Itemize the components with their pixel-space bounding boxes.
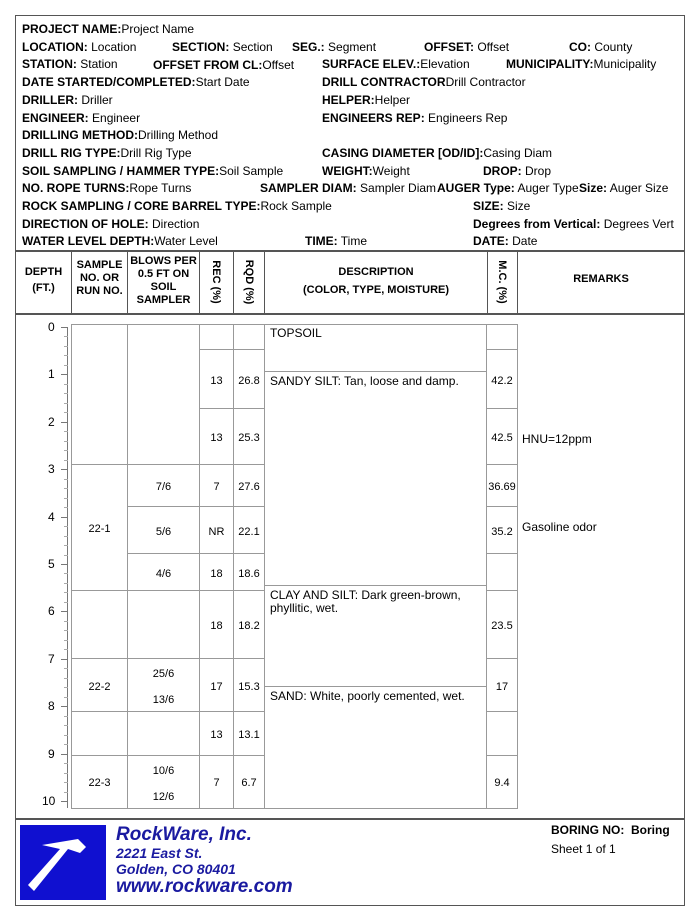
rec-value: 18 [210, 620, 223, 632]
depth-minor-tick [64, 450, 68, 451]
soil-sampling-field: SOIL SAMPLING / HAMMER TYPE:Soil Sample [22, 164, 284, 178]
company-logo [20, 825, 106, 900]
rec-value: 17 [210, 681, 223, 693]
rec-value: 7 [213, 481, 220, 493]
description-sandy-silt: SANDY SILT: Tan, loose and damp. [270, 374, 459, 388]
depth-minor-tick [64, 630, 68, 631]
sample-22-2: 22-2 [88, 681, 111, 693]
mc-value: 42.5 [491, 432, 513, 444]
sample-22-3: 22-3 [88, 777, 111, 789]
sample-22-1: 22-1 [88, 523, 111, 535]
description-clay-silt: CLAY AND SILT: Dark green-brown, phyllitic, wet. [270, 588, 461, 615]
rock-sampling-field: ROCK SAMPLING / CORE BARREL TYPE:Rock Sample [22, 199, 332, 213]
helper-field: HELPER:Helper [322, 93, 411, 107]
depth-minor-tick [64, 441, 68, 442]
company-name: RockWare, Inc. [116, 824, 252, 845]
casing-field: CASING DIAMETER [OD/ID]:Casing Diam [322, 146, 553, 160]
depth-minor-tick [64, 782, 68, 783]
drill-contractor-field: DRILL CONTRACTORDrill Contractor [322, 75, 526, 89]
blows-value: 13/6 [152, 694, 175, 706]
depth-minor-tick [64, 365, 68, 366]
depth-tick-label: 1 [48, 367, 55, 382]
depth-minor-tick [64, 346, 68, 347]
rqd-value: 13.1 [238, 729, 260, 741]
depth-minor-tick [64, 744, 68, 745]
depth-minor-tick [64, 668, 68, 669]
depth-minor-tick [64, 649, 68, 650]
depth-minor-tick [64, 545, 68, 546]
rqd-value: 6.7 [241, 777, 257, 789]
rqd-value: 25.3 [238, 432, 260, 444]
rec-value: 13 [210, 432, 223, 444]
date-field: DATE: Date [473, 234, 538, 248]
depth-major-tick [61, 374, 68, 375]
company-address-1: 2221 East St. [116, 845, 203, 861]
mc-value: 23.5 [491, 620, 513, 632]
depth-minor-tick [64, 355, 68, 356]
depth-minor-tick [64, 431, 68, 432]
depth-minor-tick [64, 412, 68, 413]
depth-minor-tick [64, 526, 68, 527]
depth-minor-tick [64, 678, 68, 679]
drilling-method-field: DRILLING METHOD:Drilling Method [22, 128, 219, 142]
log-body-frame [15, 314, 685, 819]
description-topsoil: TOPSOIL [270, 326, 322, 340]
location-field: LOCATION: Location [22, 40, 137, 54]
blows-value: 25/6 [152, 668, 175, 680]
remark-gasoline: Gasoline odor [522, 520, 597, 534]
depth-major-tick [61, 659, 68, 660]
rec-value: 13 [210, 729, 223, 741]
depth-tick-label: 10 [42, 794, 56, 808]
blows-value: 4/6 [155, 568, 172, 580]
depth-minor-tick [64, 697, 68, 698]
description-sand: SAND: White, poorly cemented, wet. [270, 689, 465, 703]
depth-major-tick [61, 422, 68, 423]
depth-minor-tick [64, 479, 68, 480]
depth-minor-tick [64, 498, 68, 499]
blows-value: 12/6 [152, 791, 175, 803]
engineers-rep-field: ENGINEERS REP: Engineers Rep [322, 111, 508, 125]
depth-tick-label: 7 [48, 651, 55, 666]
depth-minor-tick [64, 403, 68, 404]
depth-minor-tick [64, 602, 68, 603]
depth-major-tick [61, 611, 68, 612]
blows-column-header: BLOWS PER 0.5 FT ON SOIL SAMPLER [130, 255, 197, 306]
rqd-value: 18.2 [238, 620, 260, 632]
depth-minor-tick [64, 536, 68, 537]
blows-value: 5/6 [155, 526, 172, 538]
degrees-field: Degrees from Vertical: Degrees Vert [473, 217, 674, 231]
rqd-value: 18.6 [238, 568, 260, 580]
rec-value: 13 [210, 375, 223, 387]
station-field: STATION: Station [22, 57, 118, 71]
engineer-field: ENGINEER: Engineer [22, 111, 141, 125]
water-level-field: WATER LEVEL DEPTH:Water Level [22, 234, 218, 248]
depth-tick-label: 2 [48, 414, 55, 429]
driller-field: DRILLER: Driller [22, 93, 113, 107]
depth-tick-label: 9 [48, 746, 55, 761]
depth-tick-label: 3 [48, 462, 55, 477]
depth-minor-tick [64, 488, 68, 489]
surface-elev-field: SURFACE ELEV.:Elevation [322, 57, 470, 71]
depth-minor-tick [64, 583, 68, 584]
depth-minor-tick [64, 336, 68, 337]
depth-minor-tick [64, 792, 68, 793]
description-column-header: DESCRIPTION (COLOR, TYPE, MOISTURE) [302, 266, 450, 296]
rqd-column-header: RQD (%) [243, 259, 255, 305]
remark-hnu: HNU=12ppm [522, 432, 592, 446]
depth-minor-tick [64, 393, 68, 394]
mc-value: 42.2 [491, 375, 513, 387]
project-name-row: PROJECT NAME:Project Name [22, 22, 195, 36]
rec-column-header: REC (%) [210, 260, 222, 304]
auger-size-field: Size: Auger Size [579, 181, 669, 195]
depth-column-header: DEPTH (FT.) [24, 266, 63, 294]
rqd-value: 22.1 [238, 526, 260, 538]
municipality-field: MUNICIPALITY:Municipality [506, 57, 657, 71]
size-field: SIZE: Size [473, 199, 531, 213]
sheet-number: Sheet 1 of 1 [551, 842, 616, 856]
depth-tick-label: 4 [48, 509, 55, 524]
depth-tick-label: 8 [48, 699, 55, 714]
depth-major-tick [61, 801, 68, 802]
seg-field: SEG.: Segment [292, 40, 377, 54]
mc-column-header: M.C. (%) [496, 260, 508, 304]
time-field: TIME: Time [305, 234, 368, 248]
depth-minor-tick [64, 621, 68, 622]
mc-value: 17 [495, 681, 509, 693]
depth-minor-tick [64, 460, 68, 461]
hammer-icon [20, 825, 106, 900]
depth-tick-label: 6 [48, 604, 55, 619]
rope-turns-field: NO. ROPE TURNS:Rope Turns [22, 181, 192, 195]
depth-major-tick [61, 469, 68, 470]
boring-number: BORING NO: Boring [551, 823, 670, 837]
depth-major-tick [61, 754, 68, 755]
rqd-value: 15.3 [238, 681, 260, 693]
rec-value: 18 [210, 568, 223, 580]
auger-type-field: AUGER Type: Auger Type [437, 181, 579, 195]
rqd-value: 27.6 [238, 481, 260, 493]
drill-rig-field: DRILL RIG TYPE:Drill Rig Type [22, 146, 192, 160]
rec-value: 7 [213, 777, 220, 789]
company-website[interactable]: www.rockware.com [116, 876, 293, 897]
depth-minor-tick [64, 763, 68, 764]
depth-minor-tick [64, 555, 68, 556]
depth-minor-tick [64, 384, 68, 385]
depth-major-tick [61, 327, 68, 328]
date-started-field: DATE STARTED/COMPLETED:Start Date [22, 75, 250, 89]
mc-value: 9.4 [494, 777, 510, 789]
depth-minor-tick [64, 592, 68, 593]
depth-minor-tick [64, 773, 68, 774]
depth-tick-label: 5 [48, 557, 55, 571]
depth-minor-tick [64, 687, 68, 688]
depth-tick-label: 0 [48, 320, 55, 334]
rqd-value: 26.8 [238, 375, 260, 387]
depth-minor-tick [64, 735, 68, 736]
rec-value: NR [208, 526, 225, 538]
sampler-diam-field: SAMPLER DIAM: Sampler Diam [260, 181, 437, 195]
company-address-2: Golden, CO 80401 [116, 861, 236, 877]
blows-value: 7/6 [155, 481, 172, 493]
sample-column-header: SAMPLE NO. OR RUN NO. [76, 259, 123, 297]
depth-major-tick [61, 706, 68, 707]
depth-minor-tick [64, 716, 68, 717]
mc-value: 35.2 [491, 526, 513, 538]
county-field: CO: County [569, 40, 633, 54]
offset-field: OFFSET: Offset [424, 40, 510, 54]
direction-field: DIRECTION OF HOLE: Direction [22, 217, 200, 231]
depth-minor-tick [64, 725, 68, 726]
remarks-column-header: REMARKS [573, 273, 629, 285]
depth-minor-tick [64, 640, 68, 641]
weight-field: WEIGHT:Weight [322, 164, 410, 178]
drop-field: DROP: Drop [483, 164, 552, 178]
depth-minor-tick [64, 507, 68, 508]
depth-major-tick [61, 564, 68, 565]
depth-major-tick [61, 517, 68, 518]
mc-value: 36.69 [488, 481, 516, 493]
offset-cl-field: OFFSET FROM CL:Offset [153, 58, 295, 72]
section-field: SECTION: Section [172, 40, 273, 54]
blows-value: 10/6 [152, 765, 175, 777]
depth-minor-tick [64, 573, 68, 574]
